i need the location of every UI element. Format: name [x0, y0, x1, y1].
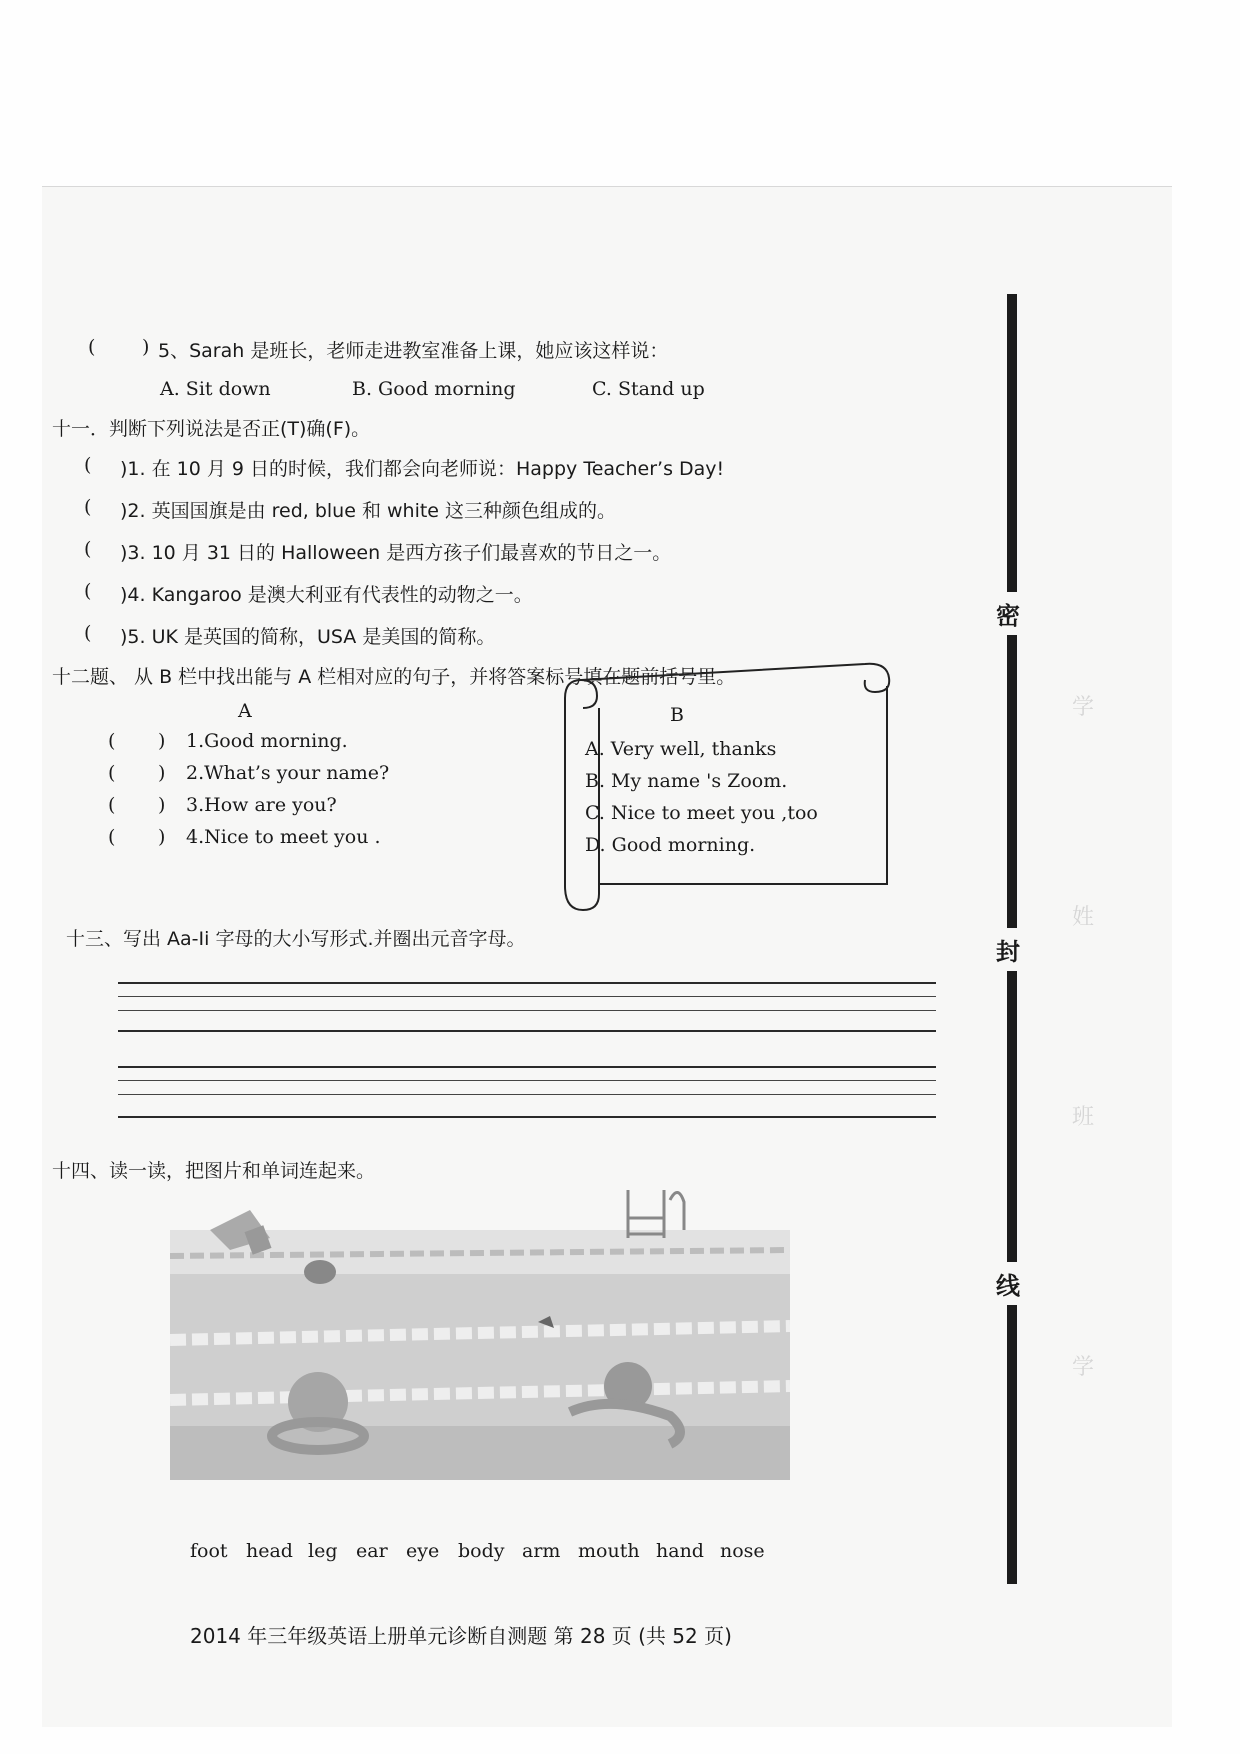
tf-answer-paren[interactable]: ( — [84, 538, 92, 560]
bleed-through-mark: 学 — [1072, 695, 1095, 720]
column-b-sentence: A. Very well, thanks — [585, 738, 777, 760]
tf-statement: )5. UK 是英国的简称，USA 是美国的简称。 — [120, 626, 496, 648]
tf-answer-paren[interactable]: ( — [84, 622, 92, 644]
word-hand[interactable]: hand — [656, 1540, 704, 1562]
bleed-through-mark: 学 — [1072, 1355, 1095, 1380]
column-a-sentence: 4.Nice to meet you . — [186, 826, 381, 848]
word-leg[interactable]: leg — [308, 1540, 338, 1562]
writing-line — [118, 996, 936, 997]
q5-option-b: B. Good morning — [352, 378, 516, 400]
writing-line — [118, 1030, 936, 1032]
word-foot[interactable]: foot — [190, 1540, 228, 1562]
q5-paren-open[interactable]: ( — [88, 336, 96, 358]
word-head[interactable]: head — [246, 1540, 293, 1562]
word-ear[interactable]: ear — [356, 1540, 388, 1562]
binding-char-envelope: 封 — [996, 928, 1020, 971]
section-13-title: 十三、写出 Aa-Ii 字母的大小写形式.并圈出元音字母。 — [66, 928, 526, 950]
writing-line — [118, 1094, 936, 1095]
swimming-pool-illustration — [170, 1190, 790, 1480]
bleed-through-mark: 班 — [1072, 1105, 1095, 1130]
match-paren-close: ) — [158, 794, 166, 816]
match-paren-open[interactable]: ( — [108, 826, 116, 848]
match-paren-close: ) — [158, 730, 166, 752]
writing-line — [118, 982, 936, 984]
binding-char-seal: 密 — [996, 592, 1020, 635]
match-paren-open[interactable]: ( — [108, 794, 116, 816]
tf-statement: )1. 在 10 月 9 日的时候，我们都会向老师说：Happy Teacher’s Day! — [120, 458, 725, 480]
column-b-sentence: C. Nice to meet you ,too — [585, 802, 818, 824]
column-a-sentence: 3.How are you? — [186, 794, 337, 816]
match-paren-close: ) — [158, 762, 166, 784]
tf-answer-paren[interactable]: ( — [84, 454, 92, 476]
q5-option-a: A. Sit down — [160, 378, 271, 400]
writing-line — [118, 1080, 936, 1081]
q5-paren-close: ) — [142, 336, 150, 358]
column-b-sentence: D. Good morning. — [585, 834, 756, 856]
tf-statement: )4. Kangaroo 是澳大利亚有代表性的动物之一。 — [120, 584, 533, 606]
tf-answer-paren[interactable]: ( — [84, 496, 92, 518]
match-paren-open[interactable]: ( — [108, 762, 116, 784]
word-nose[interactable]: nose — [720, 1540, 765, 1562]
word-body[interactable]: body — [458, 1540, 505, 1562]
word-eye[interactable]: eye — [406, 1540, 440, 1562]
tf-statement: )3. 10 月 31 日的 Halloween 是西方孩子们最喜欢的节日之一。 — [120, 542, 672, 564]
writing-line — [118, 1010, 936, 1011]
q5-option-c: C. Stand up — [592, 378, 705, 400]
section-11-title: 十一．判断下列说法是否正(T)确(F)。 — [52, 418, 371, 440]
word-mouth[interactable]: mouth — [578, 1540, 640, 1562]
writing-line — [118, 1066, 936, 1068]
match-paren-close: ) — [158, 826, 166, 848]
tf-answer-paren[interactable]: ( — [84, 580, 92, 602]
q5-question: 5、Sarah 是班长，老师走进教室准备上课，她应该这样说： — [158, 340, 669, 362]
section-12-title: 十二题、 从 B 栏中找出能与 A 栏相对应的句子，并将答案标号填在题前括号里。 — [52, 666, 736, 688]
bleed-through-mark: 姓 — [1072, 905, 1095, 930]
column-b-sentence: B. My name 's Zoom. — [585, 770, 788, 792]
writing-line — [118, 1116, 936, 1118]
column-a-header: A — [238, 700, 252, 722]
column-b-header: B — [670, 704, 684, 726]
match-paren-open[interactable]: ( — [108, 730, 116, 752]
word-arm[interactable]: arm — [522, 1540, 561, 1562]
tf-statement: )2. 英国国旗是由 red, blue 和 white 这三种颜色组成的。 — [120, 500, 617, 522]
column-a-sentence: 2.What’s your name? — [186, 762, 390, 784]
binding-char-line: 线 — [996, 1262, 1020, 1305]
column-a-sentence: 1.Good morning. — [186, 730, 348, 752]
page-footer: 2014 年三年级英语上册单元诊断自测题 第 28 页 (共 52 页) — [190, 1624, 732, 1648]
section-14-title: 十四、读一读，把图片和单词连起来。 — [52, 1160, 376, 1182]
